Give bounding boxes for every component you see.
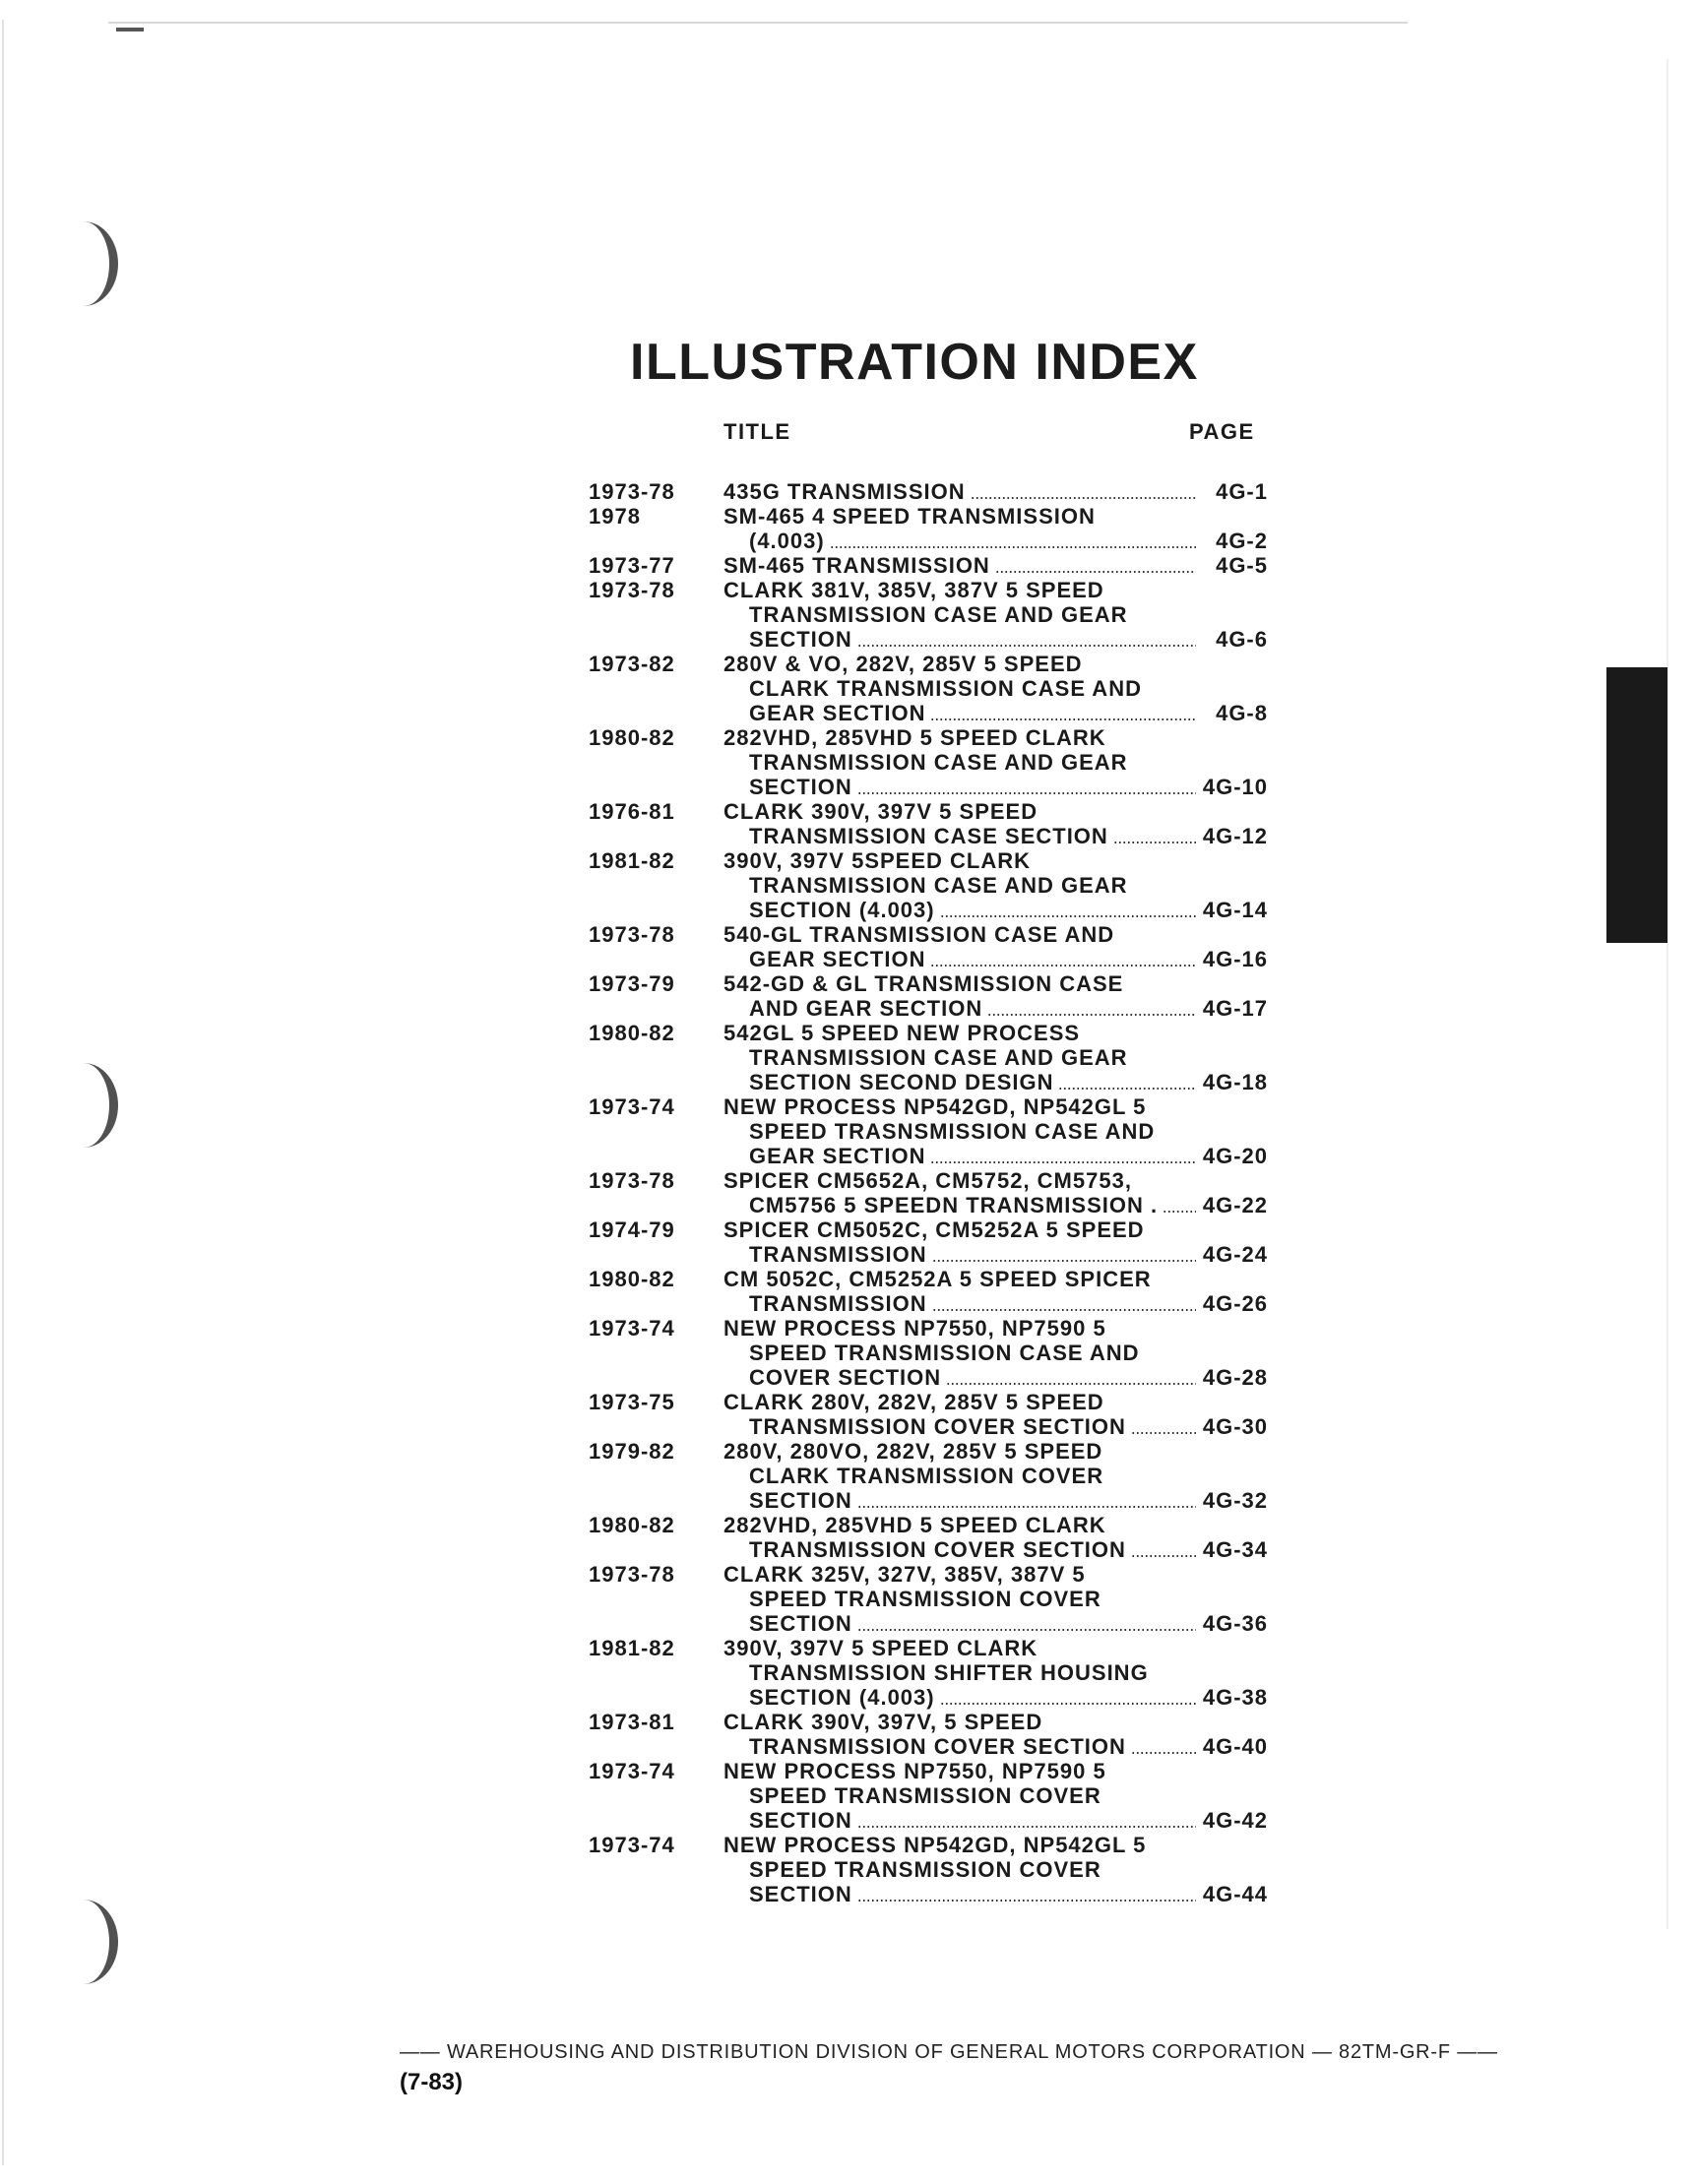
entry-last-line [723,1144,1268,1168]
entry-title-line: GEAR SECTION [749,947,926,971]
section-tab-marker [1606,667,1667,943]
index-entry [589,799,1268,848]
entry-page-number: 4G-30 [1202,1414,1268,1439]
index-entry [589,578,1268,652]
dot-leader [857,1629,1196,1631]
index-entry [589,1021,1268,1094]
entry-last-line [723,1414,1268,1439]
entry-title-line: SECTION [749,627,852,652]
entry-title-line: NEW PROCESS NP542GD, NP542GL 5 [723,1833,1147,1857]
entry-year: 1973-78 [589,1168,675,1193]
entry-title-line: TRANSMISSION SHIFTER HOUSING [749,1660,1149,1685]
index-entry [589,1759,1268,1833]
dot-leader [932,1309,1196,1311]
entry-title-block [723,479,1268,504]
entry-year: 1981-82 [589,1636,675,1660]
dot-leader [987,1014,1196,1016]
entry-title-block [723,971,1268,1021]
binder-hole-bottom [49,1900,118,1984]
entry-title-line: 540-GL TRANSMISSION CASE AND [723,922,1115,947]
entry-year: 1980-82 [589,1021,675,1045]
index-entry [589,652,1268,725]
entry-year: 1980-82 [589,1513,675,1537]
entry-year: 1973-78 [589,479,675,504]
entry-title-line: SECTION (4.003) [749,898,935,922]
entry-title-line: CLARK 381V, 385V, 387V 5 SPEED [723,578,1104,602]
index-entry [589,1710,1268,1759]
entry-title-block [723,1390,1268,1439]
entry-title-block [723,578,1268,652]
entry-title-block [723,1021,1268,1094]
entry-year: 1973-81 [589,1710,675,1734]
dot-leader [857,1506,1196,1508]
dot-leader [930,718,1196,720]
entry-title-block [723,504,1268,553]
entry-title-line: SECTION [749,775,852,799]
dot-leader [940,1703,1196,1705]
entry-title-line: NEW PROCESS NP7550, NP7590 5 [723,1316,1106,1341]
entry-last-line [723,701,1268,725]
entry-title-line: SPICER CM5652A, CM5752, CM5753, [723,1168,1132,1193]
entry-page-number: 4G-2 [1216,529,1268,553]
entry-page-number: 4G-18 [1202,1070,1268,1094]
entry-page-number: 4G-20 [1202,1144,1268,1168]
entry-year: 1973-74 [589,1316,675,1341]
entry-last-line [723,1808,1268,1833]
dot-leader [1058,1088,1196,1090]
entry-page-number: 4G-14 [1202,898,1268,922]
dot-leader [857,1900,1196,1902]
entry-title-line: SPEED TRANSMISSION CASE AND [749,1341,1140,1365]
entry-last-line [723,627,1268,652]
entry-title-line: SPICER CM5052C, CM5252A 5 SPEED [723,1217,1145,1242]
entry-title-line: SECTION [749,1882,852,1906]
index-entry [589,1168,1268,1217]
entry-title-line: 282VHD, 285VHD 5 SPEED CLARK [723,1513,1106,1537]
entry-title-line: 542-GD & GL TRANSMISSION CASE [723,971,1124,996]
entry-title-line: SECTION SECOND DESIGN [749,1070,1054,1094]
dot-leader [946,1383,1196,1385]
index-entry [589,725,1268,799]
entry-title-line: 280V, 280VO, 282V, 285V 5 SPEED [723,1439,1103,1464]
entry-page-number: 4G-12 [1202,824,1268,848]
entry-page-number: 4G-34 [1202,1537,1268,1562]
dot-leader [857,645,1196,647]
entry-year: 1973-82 [589,652,675,676]
entry-title-line: TRANSMISSION [749,1242,927,1267]
entry-last-line [723,1685,1268,1710]
entry-last-line [723,898,1268,922]
entry-year: 1979-82 [589,1439,675,1464]
binder-hole-middle [49,1063,118,1148]
entry-title-block [723,1094,1268,1168]
entry-title-line: 435G TRANSMISSION [723,479,966,504]
dot-leader [932,1260,1196,1262]
entry-last-line [723,1365,1268,1390]
entry-page-number: 4G-36 [1202,1611,1268,1636]
entry-title-block [723,1439,1268,1513]
illustration-index-list [589,479,1268,1906]
entry-year: 1974-79 [589,1217,675,1242]
entry-page-number: 4G-38 [1202,1685,1268,1710]
dot-leader [930,1161,1196,1163]
entry-year: 1973-74 [589,1094,675,1119]
entry-title-line: CLARK 390V, 397V 5 SPEED [723,799,1038,824]
index-entry [589,553,1268,578]
column-header-page: PAGE [1189,419,1255,444]
entry-title-block [723,1168,1268,1217]
entry-page-number: 4G-10 [1202,775,1268,799]
entry-year: 1976-81 [589,799,675,824]
entry-title-line: AND GEAR SECTION [749,996,983,1021]
index-entry [589,1316,1268,1390]
entry-title-line: SECTION [749,1611,852,1636]
binder-hole-top [49,221,118,306]
entry-title-block [723,922,1268,971]
entry-title-line: CM 5052C, CM5252A 5 SPEED SPICER [723,1267,1152,1291]
entry-last-line [723,529,1268,553]
entry-title-block [723,1636,1268,1710]
entry-title-line: SECTION [749,1808,852,1833]
index-entry [589,1267,1268,1316]
entry-last-line [723,1488,1268,1513]
entry-year: 1981-82 [589,848,675,873]
entry-page-number: 4G-16 [1202,947,1268,971]
entry-title-line: CLARK 280V, 282V, 285V 5 SPEED [723,1390,1104,1414]
entry-title-line: CLARK TRANSMISSION CASE AND [749,676,1142,701]
entry-last-line [723,479,1268,504]
entry-year: 1973-79 [589,971,675,996]
dot-leader [1131,1432,1196,1434]
page-edge-right [1667,59,1668,1929]
dot-leader [930,965,1196,967]
entry-page-number: 4G-24 [1202,1242,1268,1267]
entry-title-block [723,1759,1268,1833]
entry-title-line: SM-465 TRANSMISSION [723,553,990,578]
dot-leader [830,546,1196,548]
entry-title-line: TRANSMISSION [749,1291,927,1316]
index-entry [589,504,1268,553]
entry-last-line [723,1193,1268,1217]
entry-year: 1973-74 [589,1833,675,1857]
corner-tick-mark [116,28,144,31]
entry-year: 1973-74 [589,1759,675,1783]
entry-title-line: SM-465 4 SPEED TRANSMISSION [723,504,1096,529]
entry-last-line [723,1242,1268,1267]
entry-page-number: 4G-42 [1202,1808,1268,1833]
entry-page-number: 4G-32 [1202,1488,1268,1513]
page-title: ILLUSTRATION INDEX [630,334,1199,391]
entry-last-line [723,1537,1268,1562]
entry-title-line: TRANSMISSION COVER SECTION [749,1537,1126,1562]
entry-last-line [723,1882,1268,1906]
entry-title-line: CLARK TRANSMISSION COVER [749,1464,1104,1488]
entry-page-number: 4G-8 [1216,701,1268,725]
index-entry [589,1390,1268,1439]
footer-revision-code: (7-83) [400,2069,464,2095]
entry-title-line: SPEED TRANSMISSION COVER [749,1587,1101,1611]
entry-title-line: GEAR SECTION [749,701,926,725]
dot-leader [1131,1555,1196,1557]
entry-title-block [723,1267,1268,1316]
dot-leader [857,792,1196,794]
entry-title-block [723,553,1268,578]
index-entry [589,1562,1268,1636]
index-entry [589,922,1268,971]
entry-last-line [723,1070,1268,1094]
entry-last-line [723,947,1268,971]
entry-title-line: CLARK 325V, 327V, 385V, 387V 5 [723,1562,1086,1587]
entry-page-number: 4G-1 [1216,479,1268,504]
entry-title-line: NEW PROCESS NP542GD, NP542GL 5 [723,1094,1147,1119]
entry-year: 1973-75 [589,1390,675,1414]
entry-title-line: NEW PROCESS NP7550, NP7590 5 [723,1759,1106,1783]
entry-last-line [723,824,1268,848]
dot-leader [1163,1211,1196,1213]
entry-last-line [723,553,1268,578]
entry-title-line: 390V, 397V 5SPEED CLARK [723,848,1031,873]
entry-page-number: 4G-44 [1202,1882,1268,1906]
entry-year: 1973-78 [589,1562,675,1587]
entry-title-line: TRANSMISSION COVER SECTION [749,1734,1126,1759]
page-edge-left [2,20,4,2165]
entry-title-line: TRANSMISSION CASE SECTION [749,824,1108,848]
entry-title-line: GEAR SECTION [749,1144,926,1168]
entry-year: 1980-82 [589,1267,675,1291]
entry-title-block [723,1217,1268,1267]
entry-title-line: SPEED TRASNSMISSION CASE AND [749,1119,1156,1144]
entry-year: 1973-78 [589,922,675,947]
entry-title-line: TRANSMISSION COVER SECTION [749,1414,1126,1439]
index-entry [589,1439,1268,1513]
index-entry [589,848,1268,922]
index-entry [589,479,1268,504]
entry-title-line: 542GL 5 SPEED NEW PROCESS [723,1021,1081,1045]
entry-last-line [723,1611,1268,1636]
dot-leader [971,497,1196,499]
entry-title-line: TRANSMISSION CASE AND GEAR [749,873,1128,898]
entry-year: 1978 [589,504,641,529]
entry-title-block [723,1513,1268,1562]
entry-year: 1973-78 [589,578,675,602]
entry-title-block [723,1316,1268,1390]
column-header-title: TITLE [723,419,791,444]
entry-page-number: 4G-5 [1216,553,1268,578]
entry-title-line: CLARK 390V, 397V, 5 SPEED [723,1710,1043,1734]
index-entry [589,1833,1268,1906]
entry-title-line: COVER SECTION [749,1365,942,1390]
entry-page-number: 4G-28 [1202,1365,1268,1390]
entry-page-number: 4G-17 [1202,996,1268,1021]
entry-title-line: SPEED TRANSMISSION COVER [749,1857,1101,1882]
dot-leader [857,1826,1196,1828]
entry-page-number: 4G-6 [1216,627,1268,652]
index-entry [589,1636,1268,1710]
entry-title-block [723,1562,1268,1636]
entry-page-number: 4G-26 [1202,1291,1268,1316]
index-entry [589,971,1268,1021]
entry-title-block [723,799,1268,848]
entry-title-line: TRANSMISSION CASE AND GEAR [749,602,1128,627]
dot-leader [940,915,1196,917]
entry-title-line: 280V & VO, 282V, 285V 5 SPEED [723,652,1083,676]
entry-title-block [723,725,1268,799]
entry-page-number: 4G-22 [1202,1193,1268,1217]
dot-leader [1113,842,1196,843]
index-entry [589,1217,1268,1267]
entry-last-line [723,1734,1268,1759]
entry-last-line [723,775,1268,799]
entry-title-block [723,1710,1268,1759]
entry-year: 1980-82 [589,725,675,750]
entry-title-block [723,848,1268,922]
entry-title-line: TRANSMISSION CASE AND GEAR [749,1045,1128,1070]
entry-title-line: 390V, 397V 5 SPEED CLARK [723,1636,1038,1660]
footer-division-line: —— WAREHOUSING AND DISTRIBUTION DIVISION OF GENERAL MOTORS CORPORATION — 82TM-GR-F —— [400,2041,1498,2063]
entry-last-line [723,1291,1268,1316]
entry-title-line: SPEED TRANSMISSION COVER [749,1783,1101,1808]
entry-title-line: SECTION [749,1488,852,1513]
entry-title-block [723,652,1268,725]
entry-last-line [723,996,1268,1021]
dot-leader [995,571,1196,573]
dot-leader [1131,1752,1196,1754]
entry-title-block [723,1833,1268,1906]
entry-title-line: 282VHD, 285VHD 5 SPEED CLARK [723,725,1106,750]
index-entry [589,1513,1268,1562]
page-edge-top [108,22,1408,24]
entry-page-number: 4G-40 [1202,1734,1268,1759]
entry-year: 1973-77 [589,553,675,578]
index-entry [589,1094,1268,1168]
entry-title-line: CM5756 5 SPEEDN TRANSMISSION . [749,1193,1159,1217]
entry-title-line: TRANSMISSION CASE AND GEAR [749,750,1128,775]
entry-title-line: (4.003) [749,529,825,553]
entry-title-line: SECTION (4.003) [749,1685,935,1710]
